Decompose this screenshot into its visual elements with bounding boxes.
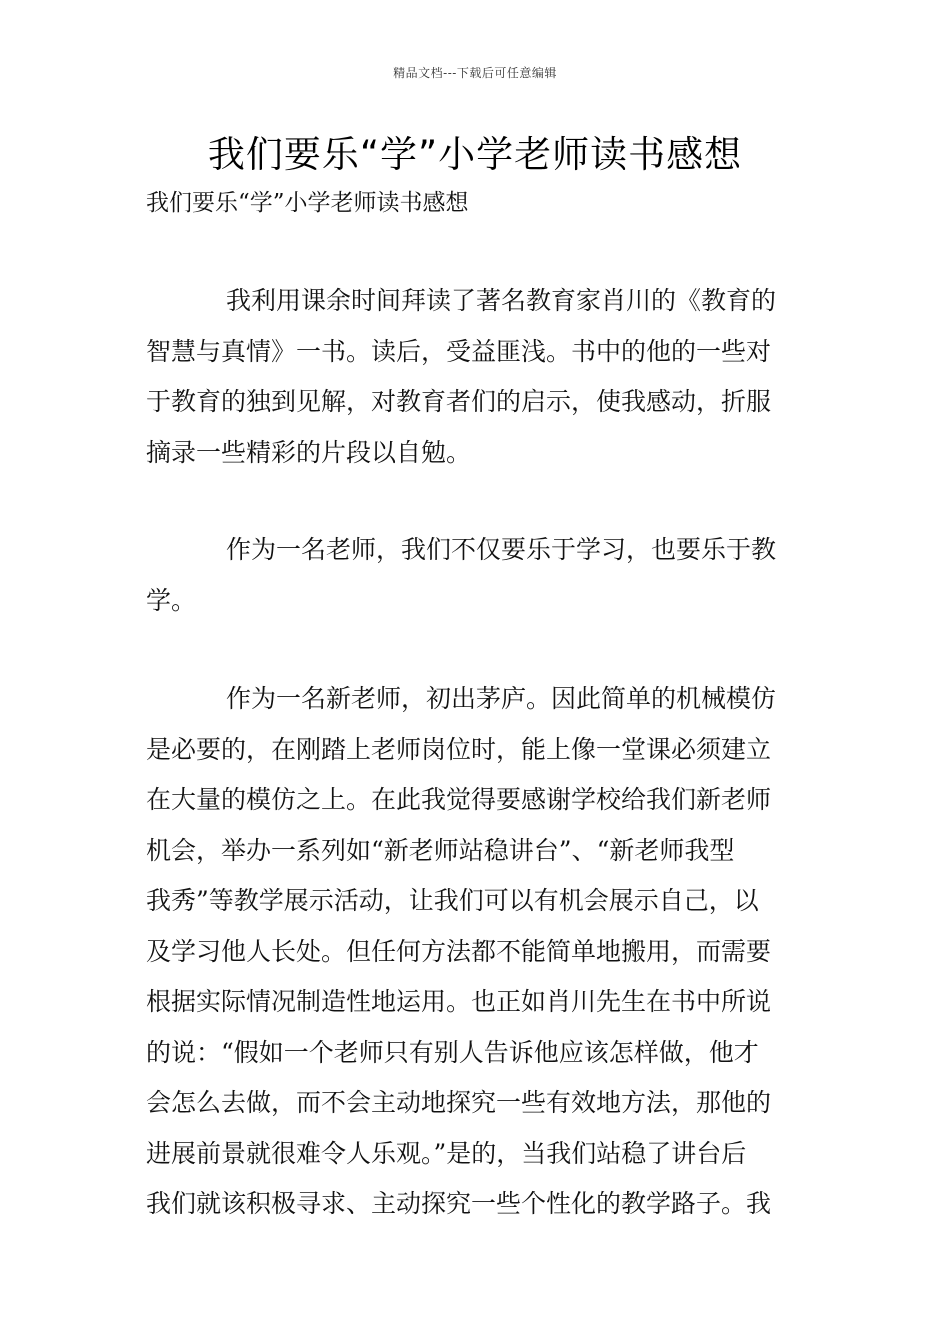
paragraph-line: 学。 xyxy=(146,585,197,615)
document-subtitle: 我们要乐“学”小学老师读书感想 xyxy=(146,190,469,216)
paragraph-line: 我秀”等教学展示活动，让我们可以有机会展示自己，以 xyxy=(146,886,759,915)
paragraph-line: 是必要的，在刚踏上老师岗位时，能上像一堂课必须建立 xyxy=(146,734,772,764)
paragraph-line: 根据实际情况制造性地运用。也正如肖川先生在书中所说 xyxy=(146,987,772,1016)
paragraph-line: 智慧与真情》一书。读后，受益匪浅。书中的他的一些对 xyxy=(146,336,772,366)
paragraph-line: 机会，举办一系列如“新老师站稳讲台”、“新老师我型 xyxy=(146,835,735,865)
paragraph-3 xyxy=(146,674,808,1230)
paragraph-line: 我利用课余时间拜读了著名教育家肖川的《教育的 xyxy=(226,286,777,315)
paragraph-line: 作为一名新老师，初出茅庐。因此简单的机械模仿 xyxy=(226,684,777,713)
header-note: 精品文档---下载后可任意编辑 xyxy=(393,66,557,80)
paragraph-line: 及学习他人长处。但任何方法都不能简单地搬用，而需要 xyxy=(146,936,772,966)
paragraph-1 xyxy=(146,276,808,478)
paragraph-2 xyxy=(146,525,808,626)
paragraph-line: 进展前景就很难令人乐观。”是的，当我们站稳了讲台后 xyxy=(146,1138,747,1168)
paragraph-line: 作为一名老师，我们不仅要乐于学习，也要乐于教 xyxy=(226,535,777,564)
document-title: 我们要乐“学”小学老师读书感想 xyxy=(207,133,743,176)
paragraph-line: 我们就该积极寻求、主动探究一些个性化的教学路子。我 xyxy=(146,1189,772,1218)
paragraph-line: 于教育的独到见解，对教育者们的启示，使我感动，折服 xyxy=(146,387,772,416)
paragraph-line: 摘录一些精彩的片段以自勉。 xyxy=(146,437,472,467)
paragraph-line: 的说：“假如一个老师只有别人告诉他应该怎样做，他才 xyxy=(146,1037,759,1067)
paragraph-line: 会怎么去做，而不会主动地探究一些有效地方法，那他的 xyxy=(146,1088,772,1117)
paragraph-line: 在大量的模仿之上。在此我觉得要感谢学校给我们新老师 xyxy=(146,785,772,814)
